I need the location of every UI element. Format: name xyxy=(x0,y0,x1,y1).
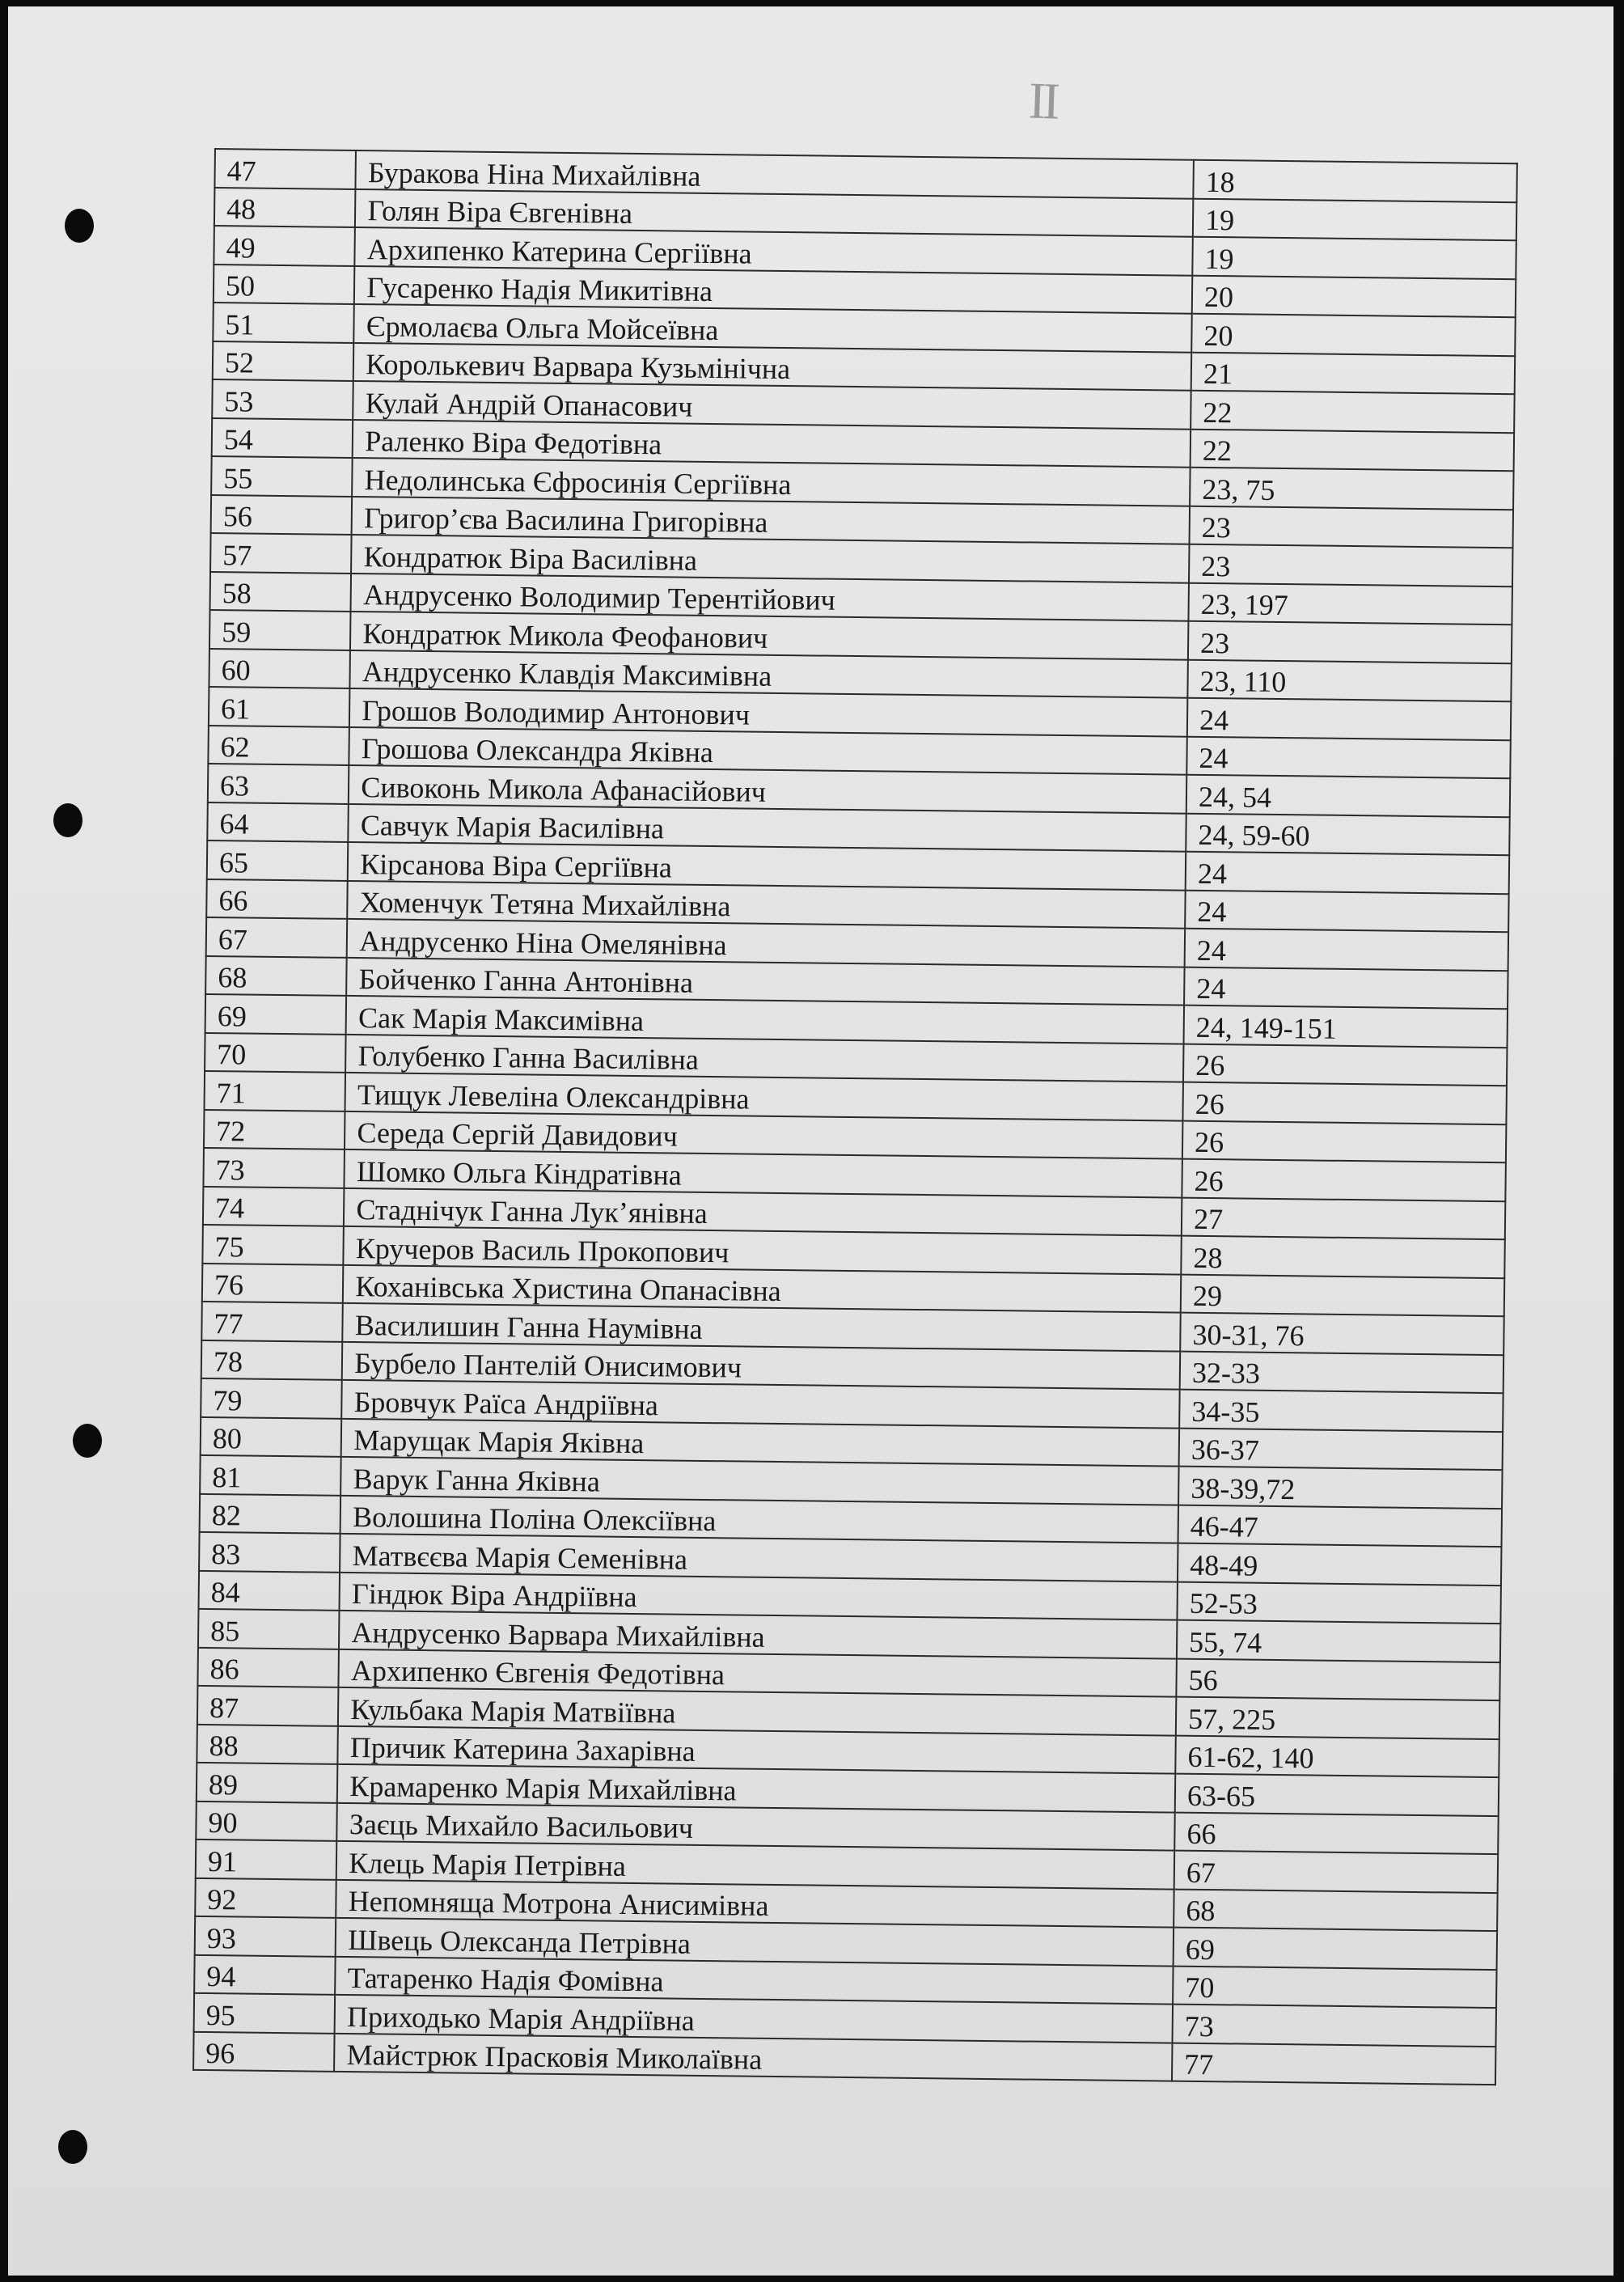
page-refs-cell: 22 xyxy=(1191,391,1514,433)
page-refs-cell: 24 xyxy=(1186,736,1510,778)
person-name-cell: Раленко Віра Федотівна xyxy=(353,419,1191,467)
page-refs-cell: 22 xyxy=(1191,429,1514,471)
page-refs-cell: 48-49 xyxy=(1178,1543,1501,1586)
row-number-cell: 69 xyxy=(205,994,347,1034)
row-number-cell: 63 xyxy=(208,764,349,803)
person-name-cell: Непомняща Мотрона Анисимівна xyxy=(336,1879,1174,1927)
person-name-cell: Бурбело Пантелій Онисимович xyxy=(342,1341,1180,1389)
person-name-cell: Григор’єва Василина Григорівна xyxy=(352,496,1190,544)
page-refs-cell: 19 xyxy=(1193,198,1516,240)
row-number-cell: 92 xyxy=(195,1878,336,1917)
page-refs-cell: 24, 59-60 xyxy=(1186,813,1509,855)
page-refs-cell: 30-31, 76 xyxy=(1180,1313,1503,1355)
row-number-cell: 53 xyxy=(212,379,353,419)
person-name-cell: Коханівська Христина Опанасівна xyxy=(343,1264,1181,1312)
person-name-cell: Андрусенко Ніна Омелянівна xyxy=(347,919,1185,967)
person-name-cell: Гіндюк Віра Андріївна xyxy=(340,1572,1178,1619)
row-number-cell: 62 xyxy=(208,725,349,764)
page-refs-cell: 32-33 xyxy=(1180,1351,1503,1393)
person-name-cell: Крамаренко Марія Михайлівна xyxy=(337,1764,1175,1812)
row-number-cell: 87 xyxy=(197,1686,339,1725)
person-name-cell: Середа Сергій Давидович xyxy=(345,1111,1182,1158)
person-name-cell: Василишин Ганна Наумівна xyxy=(343,1303,1181,1351)
page-refs-cell: 23 xyxy=(1189,544,1512,586)
page-refs-cell: 23 xyxy=(1190,506,1513,548)
page-refs-cell: 23 xyxy=(1188,621,1512,663)
person-name-cell: Голубенко Ганна Василівна xyxy=(345,1034,1183,1082)
person-name-cell: Бровчук Раїса Андріївна xyxy=(342,1380,1180,1428)
row-number-cell: 58 xyxy=(210,571,352,611)
person-name-cell: Кульбака Марія Матвіївна xyxy=(338,1687,1176,1735)
person-name-cell: Гусаренко Надія Микитівна xyxy=(354,265,1192,313)
row-number-cell: 90 xyxy=(196,1801,337,1840)
page-refs-cell: 55, 74 xyxy=(1177,1620,1500,1662)
row-number-cell: 82 xyxy=(200,1493,341,1533)
page-refs-cell: 19 xyxy=(1192,237,1516,279)
row-number-cell: 93 xyxy=(195,1916,336,1956)
page-refs-cell: 70 xyxy=(1173,1966,1496,2008)
person-name-cell: Клець Марія Петрівна xyxy=(336,1841,1174,1889)
row-number-cell: 91 xyxy=(196,1840,337,1879)
person-name-cell: Приходько Марія Андріївна xyxy=(335,1995,1173,2043)
person-name-cell: Тищук Левеліна Олександрівна xyxy=(345,1073,1183,1120)
page-refs-cell: 61-62, 140 xyxy=(1175,1735,1499,1777)
row-number-cell: 86 xyxy=(197,1647,339,1687)
row-number-cell: 74 xyxy=(203,1186,345,1226)
row-number-cell: 65 xyxy=(207,840,349,880)
page-refs-cell: 26 xyxy=(1182,1120,1506,1162)
page-refs-cell: 73 xyxy=(1173,2005,1496,2047)
page-refs-cell: 63-65 xyxy=(1175,1774,1499,1816)
row-number-cell: 64 xyxy=(207,802,349,841)
page-refs-cell: 26 xyxy=(1183,1044,1507,1086)
page-refs-cell: 38-39,72 xyxy=(1178,1467,1502,1509)
person-name-cell: Архипенко Євгенія Федотівна xyxy=(339,1649,1177,1696)
person-name-cell: Королькевич Варвара Кузьмінічна xyxy=(353,342,1191,390)
row-number-cell: 48 xyxy=(214,188,356,227)
row-number-cell: 57 xyxy=(210,533,352,573)
row-number-cell: 85 xyxy=(198,1609,340,1649)
row-number-cell: 72 xyxy=(204,1109,345,1149)
page-refs-cell: 24 xyxy=(1184,967,1508,1009)
row-number-cell: 75 xyxy=(202,1225,344,1264)
row-number-cell: 84 xyxy=(199,1570,340,1610)
page-refs-cell: 69 xyxy=(1174,1928,1497,1970)
page-refs-cell: 68 xyxy=(1174,1889,1497,1931)
row-number-cell: 68 xyxy=(205,955,347,995)
row-number-cell: 88 xyxy=(197,1724,338,1763)
row-number-cell: 80 xyxy=(201,1416,342,1456)
row-number-cell: 96 xyxy=(193,2031,335,2071)
person-name-cell: Буракова Ніна Михайлівна xyxy=(356,150,1194,198)
person-name-cell: Андрусенко Володимир Терентійович xyxy=(351,573,1189,620)
person-name-cell: Кручеров Василь Прокопович xyxy=(344,1226,1182,1274)
page-refs-cell: 36-37 xyxy=(1179,1428,1503,1470)
person-name-cell: Кірсанова Віра Сергіївна xyxy=(348,842,1186,890)
person-name-cell: Стаднічук Ганна Лук’янівна xyxy=(344,1188,1182,1235)
row-number-cell: 49 xyxy=(214,226,355,265)
page-refs-cell: 66 xyxy=(1174,1812,1498,1854)
person-name-cell: Хоменчук Тетяна Михайлівна xyxy=(348,880,1186,928)
person-name-cell: Марущак Марія Яківна xyxy=(341,1418,1179,1466)
row-number-cell: 66 xyxy=(206,879,348,918)
person-name-cell: Майстрюк Прасковія Миколаївна xyxy=(334,2033,1172,2081)
row-number-cell: 54 xyxy=(212,417,353,457)
row-number-cell: 71 xyxy=(205,1071,346,1111)
punch-hole xyxy=(53,803,82,837)
person-name-cell: Варук Ганна Яківна xyxy=(340,1457,1178,1505)
row-number-cell: 81 xyxy=(200,1455,341,1495)
page-refs-cell: 57, 225 xyxy=(1176,1697,1499,1739)
row-number-cell: 76 xyxy=(202,1263,344,1302)
page-refs-cell: 26 xyxy=(1182,1159,1505,1201)
row-number-cell: 61 xyxy=(209,687,350,726)
page-refs-cell: 46-47 xyxy=(1178,1505,1502,1547)
person-name-cell: Архипенко Катерина Сергіївна xyxy=(355,227,1193,275)
punch-hole xyxy=(65,209,94,243)
page-refs-cell: 26 xyxy=(1182,1082,1506,1124)
page-refs-cell: 24, 149-151 xyxy=(1184,1006,1508,1048)
row-number-cell: 47 xyxy=(214,149,356,188)
person-name-cell: Недолинська Єфросинія Сергіївна xyxy=(352,458,1190,506)
page-refs-cell: 52-53 xyxy=(1177,1581,1500,1624)
person-name-cell: Грошова Олександра Яківна xyxy=(349,726,1187,774)
person-name-cell: Матвєєва Марія Семенівна xyxy=(340,1534,1178,1581)
row-number-cell: 95 xyxy=(194,1993,336,2033)
folio-number: II xyxy=(1027,71,1058,130)
person-name-cell: Заєць Михайло Васильович xyxy=(337,1802,1175,1850)
document-page xyxy=(8,6,1613,2276)
person-name-cell: Грошов Володимир Антонович xyxy=(349,688,1187,736)
page-refs-cell: 24 xyxy=(1186,852,1509,894)
page-refs-cell: 24 xyxy=(1187,698,1511,740)
row-number-cell: 73 xyxy=(203,1148,345,1188)
row-number-cell: 70 xyxy=(205,1032,346,1072)
person-name-cell: Андрусенко Клавдія Максимівна xyxy=(350,650,1188,697)
person-name-cell: Сивоконь Микола Афанасійович xyxy=(349,765,1186,813)
row-number-cell: 50 xyxy=(214,265,355,304)
row-number-cell: 78 xyxy=(201,1340,343,1379)
row-number-cell: 77 xyxy=(201,1302,343,1341)
persons-table xyxy=(192,148,1518,2085)
person-name-cell: Волошина Поліна Олексіївна xyxy=(340,1495,1178,1543)
person-name-cell: Єрмолаєва Ольга Мойсеївна xyxy=(354,304,1192,352)
person-name-cell: Кондратюк Віра Василівна xyxy=(351,535,1189,582)
person-name-cell: Сак Марія Максимівна xyxy=(346,996,1184,1044)
page-refs-cell: 56 xyxy=(1176,1658,1499,1700)
page-refs-cell: 24, 54 xyxy=(1186,775,1510,817)
person-name-cell: Шомко Ольга Кіндратівна xyxy=(345,1149,1182,1197)
page-refs-cell: 18 xyxy=(1193,160,1516,202)
punch-hole xyxy=(58,2130,87,2164)
page-refs-cell: 23, 197 xyxy=(1188,582,1512,624)
row-number-cell: 51 xyxy=(213,303,354,342)
page-refs-cell: 28 xyxy=(1181,1236,1504,1278)
person-name-cell: Голян Віра Євгенівна xyxy=(355,188,1193,236)
page-refs-cell: 21 xyxy=(1191,352,1515,394)
person-name-cell: Андрусенко Варвара Михайлівна xyxy=(339,1611,1177,1658)
page-refs-cell: 24 xyxy=(1185,890,1508,932)
person-name-cell: Кулай Андрій Опанасович xyxy=(353,381,1191,429)
page-refs-cell: 23, 75 xyxy=(1190,468,1513,510)
row-number-cell: 79 xyxy=(201,1378,342,1418)
person-name-cell: Савчук Марія Василівна xyxy=(349,803,1186,851)
person-name-cell: Татаренко Надія Фомівна xyxy=(335,1956,1173,2004)
page-refs-cell: 27 xyxy=(1182,1197,1505,1239)
person-name-cell: Бойченко Ганна Антонівна xyxy=(346,957,1184,1005)
page-refs-cell: 29 xyxy=(1181,1274,1504,1316)
page-refs-cell: 20 xyxy=(1192,275,1516,317)
row-number-cell: 94 xyxy=(194,1954,336,1994)
person-name-cell: Швець Олександа Петрівна xyxy=(336,1918,1174,1966)
punch-hole xyxy=(73,1424,102,1458)
person-name-cell: Причик Катерина Захарівна xyxy=(338,1725,1176,1773)
row-number-cell: 55 xyxy=(211,456,353,496)
row-number-cell: 52 xyxy=(213,341,354,380)
row-number-cell: 83 xyxy=(199,1532,340,1572)
person-name-cell: Кондратюк Микола Феофанович xyxy=(350,612,1188,659)
page-refs-cell: 20 xyxy=(1191,314,1515,356)
page-refs-cell: 34-35 xyxy=(1179,1390,1503,1432)
page-refs-cell: 77 xyxy=(1172,2043,1495,2085)
table-body xyxy=(193,149,1517,2085)
page-refs-cell: 23, 110 xyxy=(1187,659,1511,701)
row-number-cell: 59 xyxy=(209,610,351,650)
row-number-cell: 89 xyxy=(197,1763,338,1802)
row-number-cell: 67 xyxy=(206,917,348,957)
page-refs-cell: 67 xyxy=(1174,1851,1498,1893)
row-number-cell: 56 xyxy=(211,494,353,534)
page-refs-cell: 24 xyxy=(1185,929,1508,971)
row-number-cell: 60 xyxy=(209,648,350,688)
